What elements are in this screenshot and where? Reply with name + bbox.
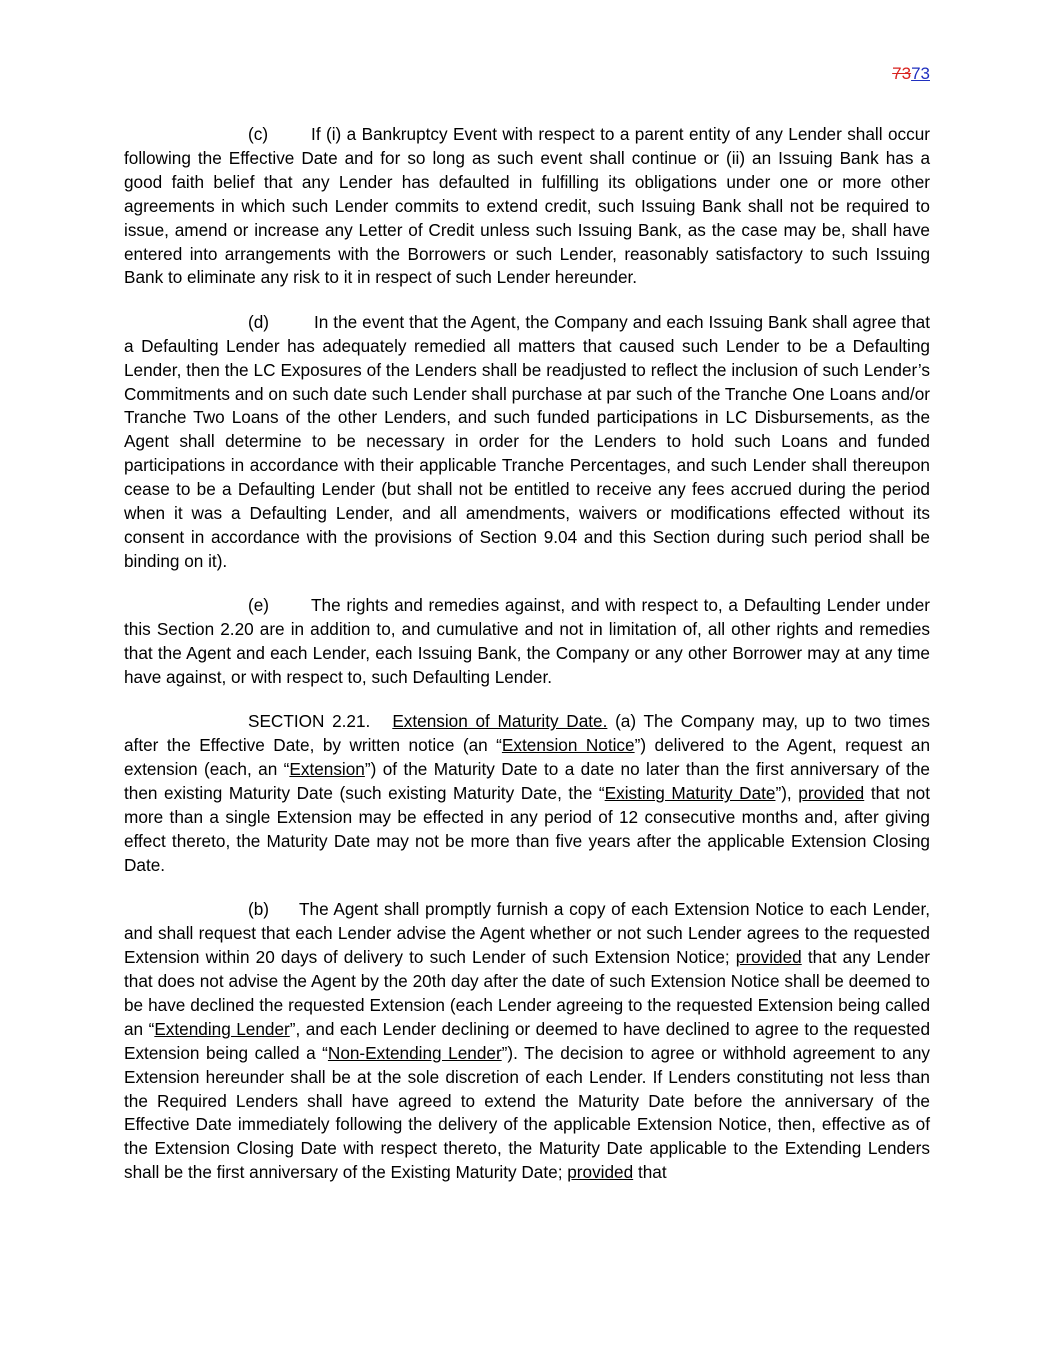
defined-term-extension: Extension [289, 759, 365, 780]
section-heading: SECTION 2.21. [248, 711, 371, 732]
section-2-21-text-3: ”) of the Maturity Date to a date no later than the first anniversary of the then existing Maturity Date (such existing Maturity Date, the “ [124, 759, 930, 804]
paragraph-b [124, 898, 930, 1185]
proviso-term: provided [798, 783, 865, 804]
paragraph-d-text: In the event that the Agent, the Company and each Issuing Bank shall agree that a Defaulting Lender has adequately remedied all matters that caused such Lender to be a Defaulting Lender, then the LC Exposures of the Lenders shall be readjusted to reflect the inclusion of such Lender’s Commitments and on such date such Lender shall purchase at par such of the Tranche One Loans and/or Tranche Two Loans of the other Lenders, and such funded participations in LC Disbursements, as the Agent shall determine to be necessary in order for the Lenders to hold such Loans and funded participations in accordance with their applicable Tranche Percentages, and such Lender shall thereupon cease to be a Defaulting Lender (but shall not be entitled to receive any fees accrued during the period when it was a Defaulting Lender, and all amendments, waivers or modifications effected without its consent in accordance with the provisions of Section 9.04 and this Section during such period shall be binding on it). [124, 311, 930, 571]
page-number-deleted: 73 [892, 64, 912, 83]
paragraph-d [124, 311, 930, 574]
paragraph-b-text-4: ”). The decision to agree or withhold agreement to any Extension hereunder shall be at the sole discretion of each Lender. If Lenders constituting not less than the Required Lenders shall have agreed to extend the Maturity Date before the anniversary of the Effective Date immediately following the delivery of the applicable Extension Notice, then, effective as of the Extension Closing Date with respect thereto, the Maturity Date applicable to the Extending Lenders shall be the first anniversary of the Existing Maturity Date; [124, 1042, 930, 1183]
paragraph-d-label: (d) [248, 311, 270, 332]
section-2-21-label: (a) [615, 711, 637, 732]
page-number [892, 64, 930, 84]
section-2-21-text-4: ”), [775, 783, 799, 804]
section-title: Extension of Maturity Date. [392, 711, 608, 732]
section-2-21-text-2: ”) delivered to the Agent, request an extension (each, an “ [124, 735, 931, 780]
paragraph-b-text-1: The Agent shall promptly furnish a copy of each Extension Notice to each Lender, and shall request that each Lender advise the Agent whether or not such Lender agrees to the requested Extension within 20 days of delivery to such Lender of such Extension Notice; [124, 899, 930, 968]
document-body [124, 123, 930, 1206]
paragraph-b-label: (b) [248, 899, 270, 920]
proviso-term: provided [735, 947, 802, 968]
page-number-inserted: 73 [911, 64, 930, 83]
defined-term-extension-notice: Extension Notice [501, 735, 635, 756]
paragraph-b-text-3: ”, and each Lender declining or deemed to have declined to agree to the requested Extension being called a “ [124, 1018, 930, 1063]
paragraph-b-text-5: that [633, 1162, 667, 1183]
paragraph-e-label: (e) [248, 595, 270, 616]
section-2-21 [124, 710, 930, 877]
paragraph-c-label: (c) [248, 124, 269, 144]
paragraph-c [124, 123, 930, 290]
paragraph-c-text: If (i) a Bankruptcy Event with respect to a parent entity of any Lender shall occur following the Effective Date and for so long as such event shall continue or (ii) an Issuing Bank has a good faith belief that any Lender has defaulted in fulfilling its obligations under one or more other agreements in which such Lender commits to extend credit, such Issuing Bank shall not be required to issue, amend or increase any Letter of Credit unless such Issuing Bank, as the case may be, shall have entered into arrangements with the Borrowers or such Lender, reasonably satisfactory to such Issuing Bank to eliminate any risk to it in respect of such Lender hereunder. [124, 124, 930, 288]
proviso-term: provided [567, 1162, 634, 1183]
section-2-21-text-5: that not more than a single Extension may be effected in any period of 12 consecutive months and, after giving effect thereto, the Maturity Date may not be more than five years after the applicable Extension Closing Date. [124, 783, 930, 875]
paragraph-b-text-2: that any Lender that does not advise the Agent by the 20th day after the date of such Extension Notice shall be deemed to be have declined the requested Extension (each Lender agreeing to the requested Extension being called an “ [124, 947, 930, 1039]
paragraph-e [124, 594, 930, 690]
defined-term-non-extending-lender: Non-Extending Lender [327, 1042, 502, 1063]
paragraph-e-text: The rights and remedies against, and with respect to, a Defaulting Lender under this Section 2.20 are in addition to, and cumulative and not in limitation of, all other rights and remedies that the Agent and each Lender, each Issuing Bank, the Company or any other Borrower may at any time have against, or with respect to, such Defaulting Lender. [124, 595, 930, 688]
defined-term-existing-maturity-date: Existing Maturity Date [604, 783, 776, 804]
defined-term-extending-lender: Extending Lender [154, 1018, 290, 1039]
section-2-21-text-1: The Company may, up to two times after the Effective Date, by written notice (an “ [124, 711, 930, 756]
